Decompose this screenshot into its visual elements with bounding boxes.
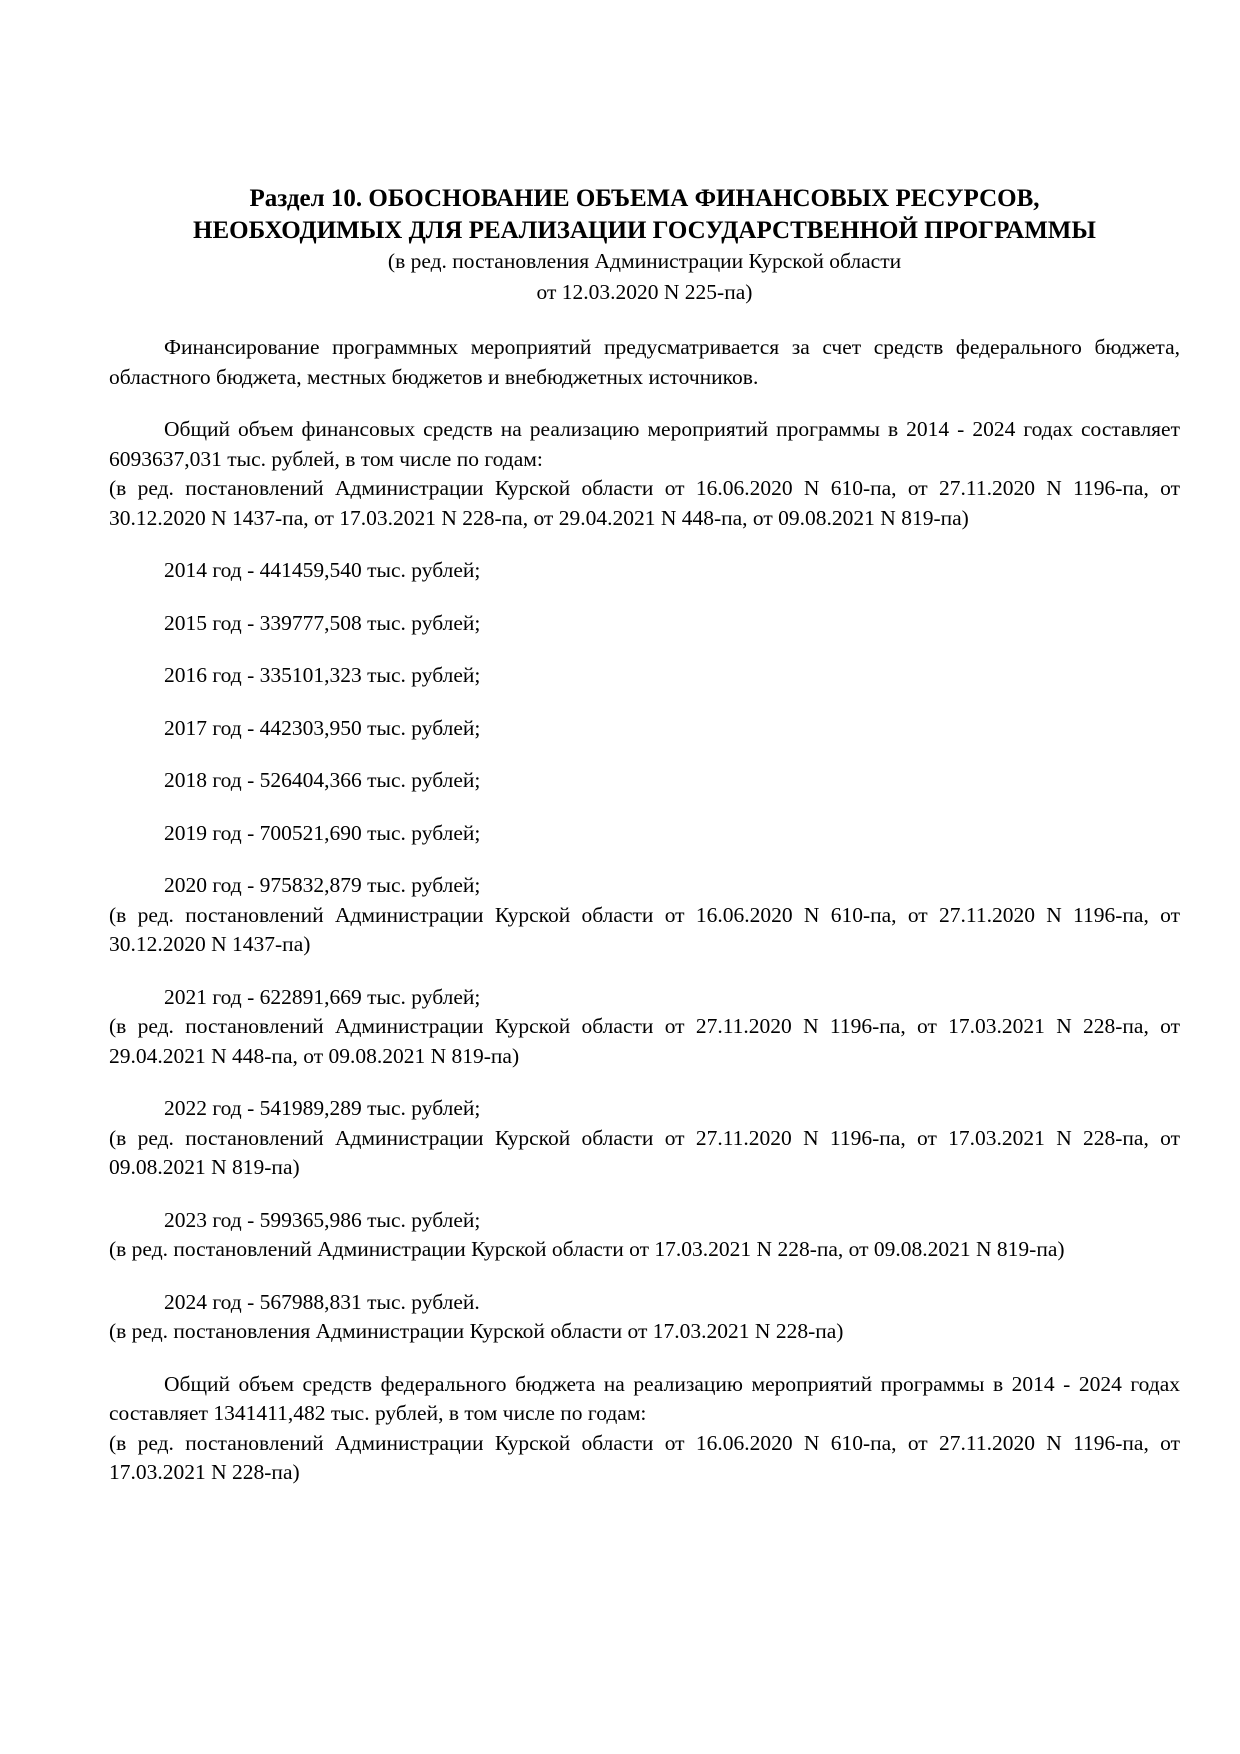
year-amendment-2020: (в ред. постановлений Администрации Курской области от 16.06.2020 N 610-па, от 27.11.2020 N 1196-па, от 30.12.2020 N 1437-па) xyxy=(109,902,1180,956)
year-item-2018: 2018 год - 526404,366 тыс. рублей; xyxy=(164,768,481,792)
section-title: Раздел 10. ОБОСНОВАНИЕ ОБЪЕМА ФИНАНСОВЫХ РЕСУРСОВ, НЕОБХОДИМЫХ ДЛЯ РЕАЛИЗАЦИИ ГОСУДАРСТВЕННОЙ ПРОГРАММЫ xyxy=(193,185,1096,244)
year-item-2024: 2024 год - 567988,831 тыс. рублей. xyxy=(164,1289,480,1314)
year-amendment-2021: (в ред. постановлений Администрации Курской области от 27.11.2020 N 1196-па, от 17.03.2021 N 228-па, от 29.04.2021 N 448-па, от 09.08.2021 N 819-па) xyxy=(109,1014,1180,1068)
year-item-2022: 2022 год - 541989,289 тыс. рублей; xyxy=(164,1096,481,1120)
total-volume-paragraph: Общий объем финансовых средств на реализацию мероприятий программы в 2014 - 2024 годах составляет 6093637,031 тыс. рублей, в том числе по годам: xyxy=(109,417,1180,471)
year-item-2017: 2017 год - 442303,950 тыс. рублей; xyxy=(164,715,481,740)
year-item-2020: 2020 год - 975832,879 тыс. рублей; xyxy=(164,873,481,897)
year-item-2014: 2014 год - 441459,540 тыс. рублей; xyxy=(164,558,481,582)
federal-budget-paragraph: Общий объем средств федерального бюджета на реализацию мероприятий программы в 2014 - 2024 годах составляет 1341411,482 тыс. рублей, в том числе по годам: xyxy=(109,1371,1180,1425)
year-amendment-2024: (в ред. постановления Администрации Курской области от 17.03.2021 N 228-па) xyxy=(109,1319,844,1343)
federal-budget-amendment: (в ред. постановлений Администрации Курской области от 16.06.2020 N 610-па, от 27.11.2020 N 1196-па, от 17.03.2021 N 228-па) xyxy=(109,1430,1180,1484)
total-volume-amendment: (в ред. постановлений Администрации Курской области от 16.06.2020 N 610-па, от 27.11.2020 N 1196-па, от 30.12.2020 N 1437-па, от 17.03.2021 N 228-па, от 29.04.2021 N 448-па, от 09.08.2021 N 819-па) xyxy=(109,476,1180,530)
year-amendment-2023: (в ред. постановлений Администрации Курской области от 17.03.2021 N 228-па, от 09.08.2021 N 819-па) xyxy=(109,1237,1065,1261)
year-item-2019: 2019 год - 700521,690 тыс. рублей; xyxy=(164,820,481,845)
title-amendment-line2: от 12.03.2020 N 225-па) xyxy=(536,279,753,304)
title-amendment-line1: (в ред. постановления Администрации Курской области xyxy=(387,249,902,273)
year-item-2016: 2016 год - 335101,323 тыс. рублей; xyxy=(164,663,481,687)
year-item-2023: 2023 год - 599365,986 тыс. рублей; xyxy=(164,1207,481,1232)
year-item-2021: 2021 год - 622891,669 тыс. рублей; xyxy=(164,984,481,1009)
document-page xyxy=(109,183,1180,1488)
year-amendment-2022: (в ред. постановлений Администрации Курской области от 27.11.2020 N 1196-па, от 17.03.2021 N 228-па, от 09.08.2021 N 819-па) xyxy=(109,1125,1180,1179)
financing-sources-paragraph: Финансирование программных мероприятий предусматривается за счет средств федерального бюджета, областного бюджета, местных бюджетов и внебюджетных источников. xyxy=(109,335,1180,389)
year-item-2015: 2015 год - 339777,508 тыс. рублей; xyxy=(164,610,481,635)
